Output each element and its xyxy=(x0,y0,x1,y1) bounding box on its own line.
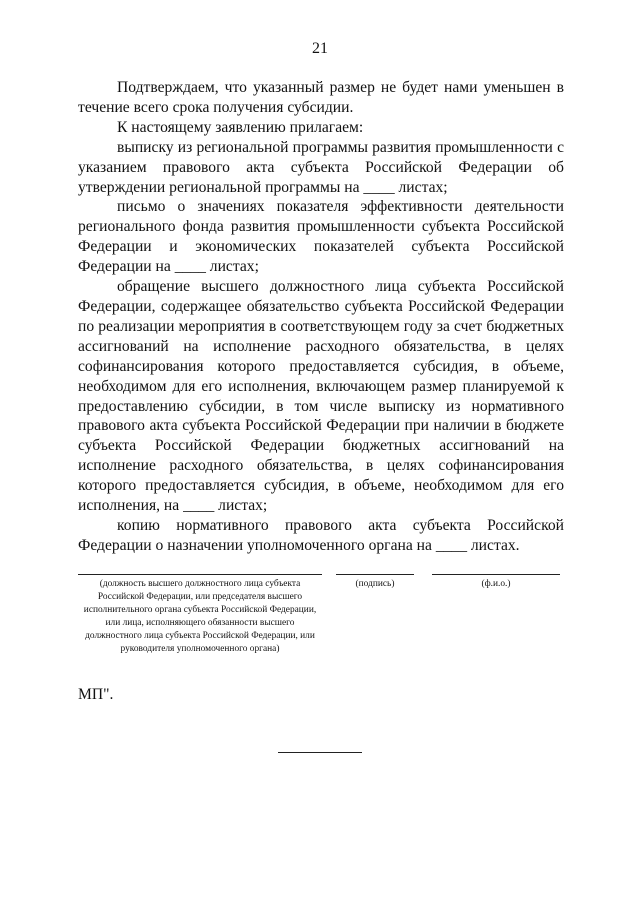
end-divider xyxy=(278,752,362,753)
paragraph-confirmation: Подтверждаем, что указанный размер не будет нами уменьшен в течение всего срока получения субсидии. xyxy=(78,79,564,116)
paragraph-attachment-act-copy: копию нормативного правового акта субъекта Российской Федерации о назначении уполномоченного органа на ____ листах. xyxy=(78,516,564,554)
paragraph-attachment-official-appeal: обращение высшего должностного лица субъекта Российской Федерации, содержащее обязательство субъекта Российской Федерации по реализации мероприятия в соответствующем году за счет бюджетных ассигнований на исполнение расходного обязательства, в целях софинансирования которого предоставляется субсидия, в объеме, необходимом для его исполнения, включающем размер планируемой к предоставлению субсидии, в том числе выписку из нормативного правового акта субъекта Российской Федерации при наличии в бюджете субъекта Российской Федерации бюджетных ассигнований на исполнение расходного обязательства, в целях софинансирования которого предоставляется субсидия, в объеме, необходимом для его исполнения, на ____ листах; xyxy=(78,278,564,515)
paragraph-attachment-program-extract: выписку из региональной программы развития промышленности с указанием правового акта субъекта Российской Федерации об утверждении региональной программы на ____ листах; xyxy=(78,138,564,196)
signature-name-caption: (ф.и.о.) xyxy=(432,574,560,591)
paragraph-attachments-intro: К настоящему заявлению прилагаем: xyxy=(117,118,364,136)
paragraph-attachment-efficiency-letter: письмо о значениях показателя эффективности деятельности регионального фонда развития промышленности субъекта Российской Федерации и экономических показателей субъекта Российской Федерации на ____ листах; xyxy=(78,198,564,276)
application-body xyxy=(78,78,564,556)
page-number: 21 xyxy=(312,40,328,57)
stamp-mark: МП". xyxy=(78,686,114,703)
signature-caption: (подпись) xyxy=(336,574,414,591)
signature-block xyxy=(78,574,564,684)
signature-position-caption: (должность высшего должностного лица субъекта Российской Федерации, или председателя высшего исполнительного органа субъекта Российской Федерации, или лица, исполняющего обязанности высшего должностного лица субъекта Российской Федерации, или руководителя уполномоченного органа) xyxy=(78,574,322,656)
